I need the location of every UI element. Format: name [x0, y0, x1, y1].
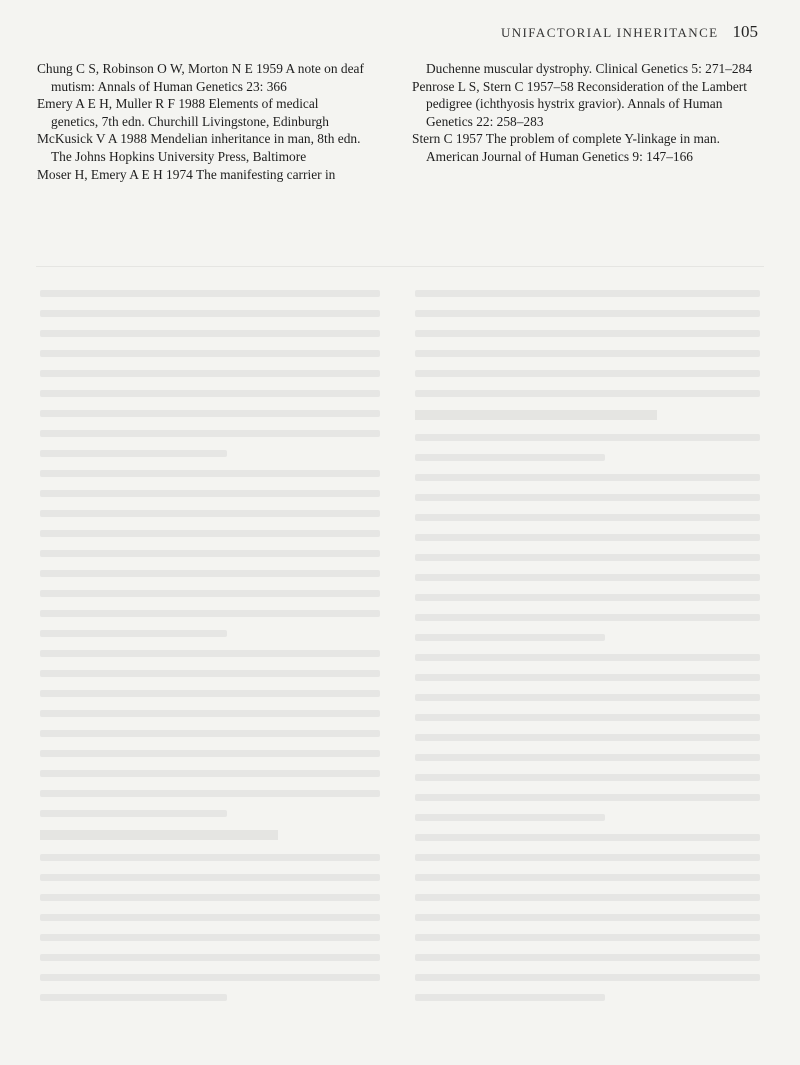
references-left-column [37, 60, 367, 183]
reference-entry: Emery A E H, Muller R F 1988 Elements of medical genetics, 7th edn. Churchill Livingstone, Edinburgh [37, 96, 329, 129]
reference-entry: Moser H, Emery A E H 1974 The manifesting carrier in [37, 166, 336, 182]
show-through-background [0, 250, 800, 1065]
reference-entry: Stern C 1957 The problem of complete Y-linkage in man. American Journal of Human Genetics 9: 147–166 [412, 131, 720, 164]
running-title: UNIFACTORIAL INHERITANCE [500, 25, 719, 40]
page-number: 105 [732, 22, 758, 41]
reference-entry: Penrose L S, Stern C 1957–58 Reconsideration of the Lambert pedigree (ichthyosis hystrix gravior). Annals of Human Genetics 22: 258–283 [412, 78, 747, 129]
references-right-column [412, 60, 762, 166]
reference-entry-continued: Duchenne muscular dystrophy. Clinical Genetics 5: 271–284 [426, 61, 753, 76]
reference-entry: McKusick V A 1988 Mendelian inheritance in man, 8th edn. The Johns Hopkins University Press, Baltimore [37, 131, 361, 164]
running-head [501, 22, 758, 42]
reference-entry: Chung C S, Robinson O W, Morton N E 1959 A note on deaf mutism: Annals of Human Genetics 23: 366 [37, 61, 364, 94]
